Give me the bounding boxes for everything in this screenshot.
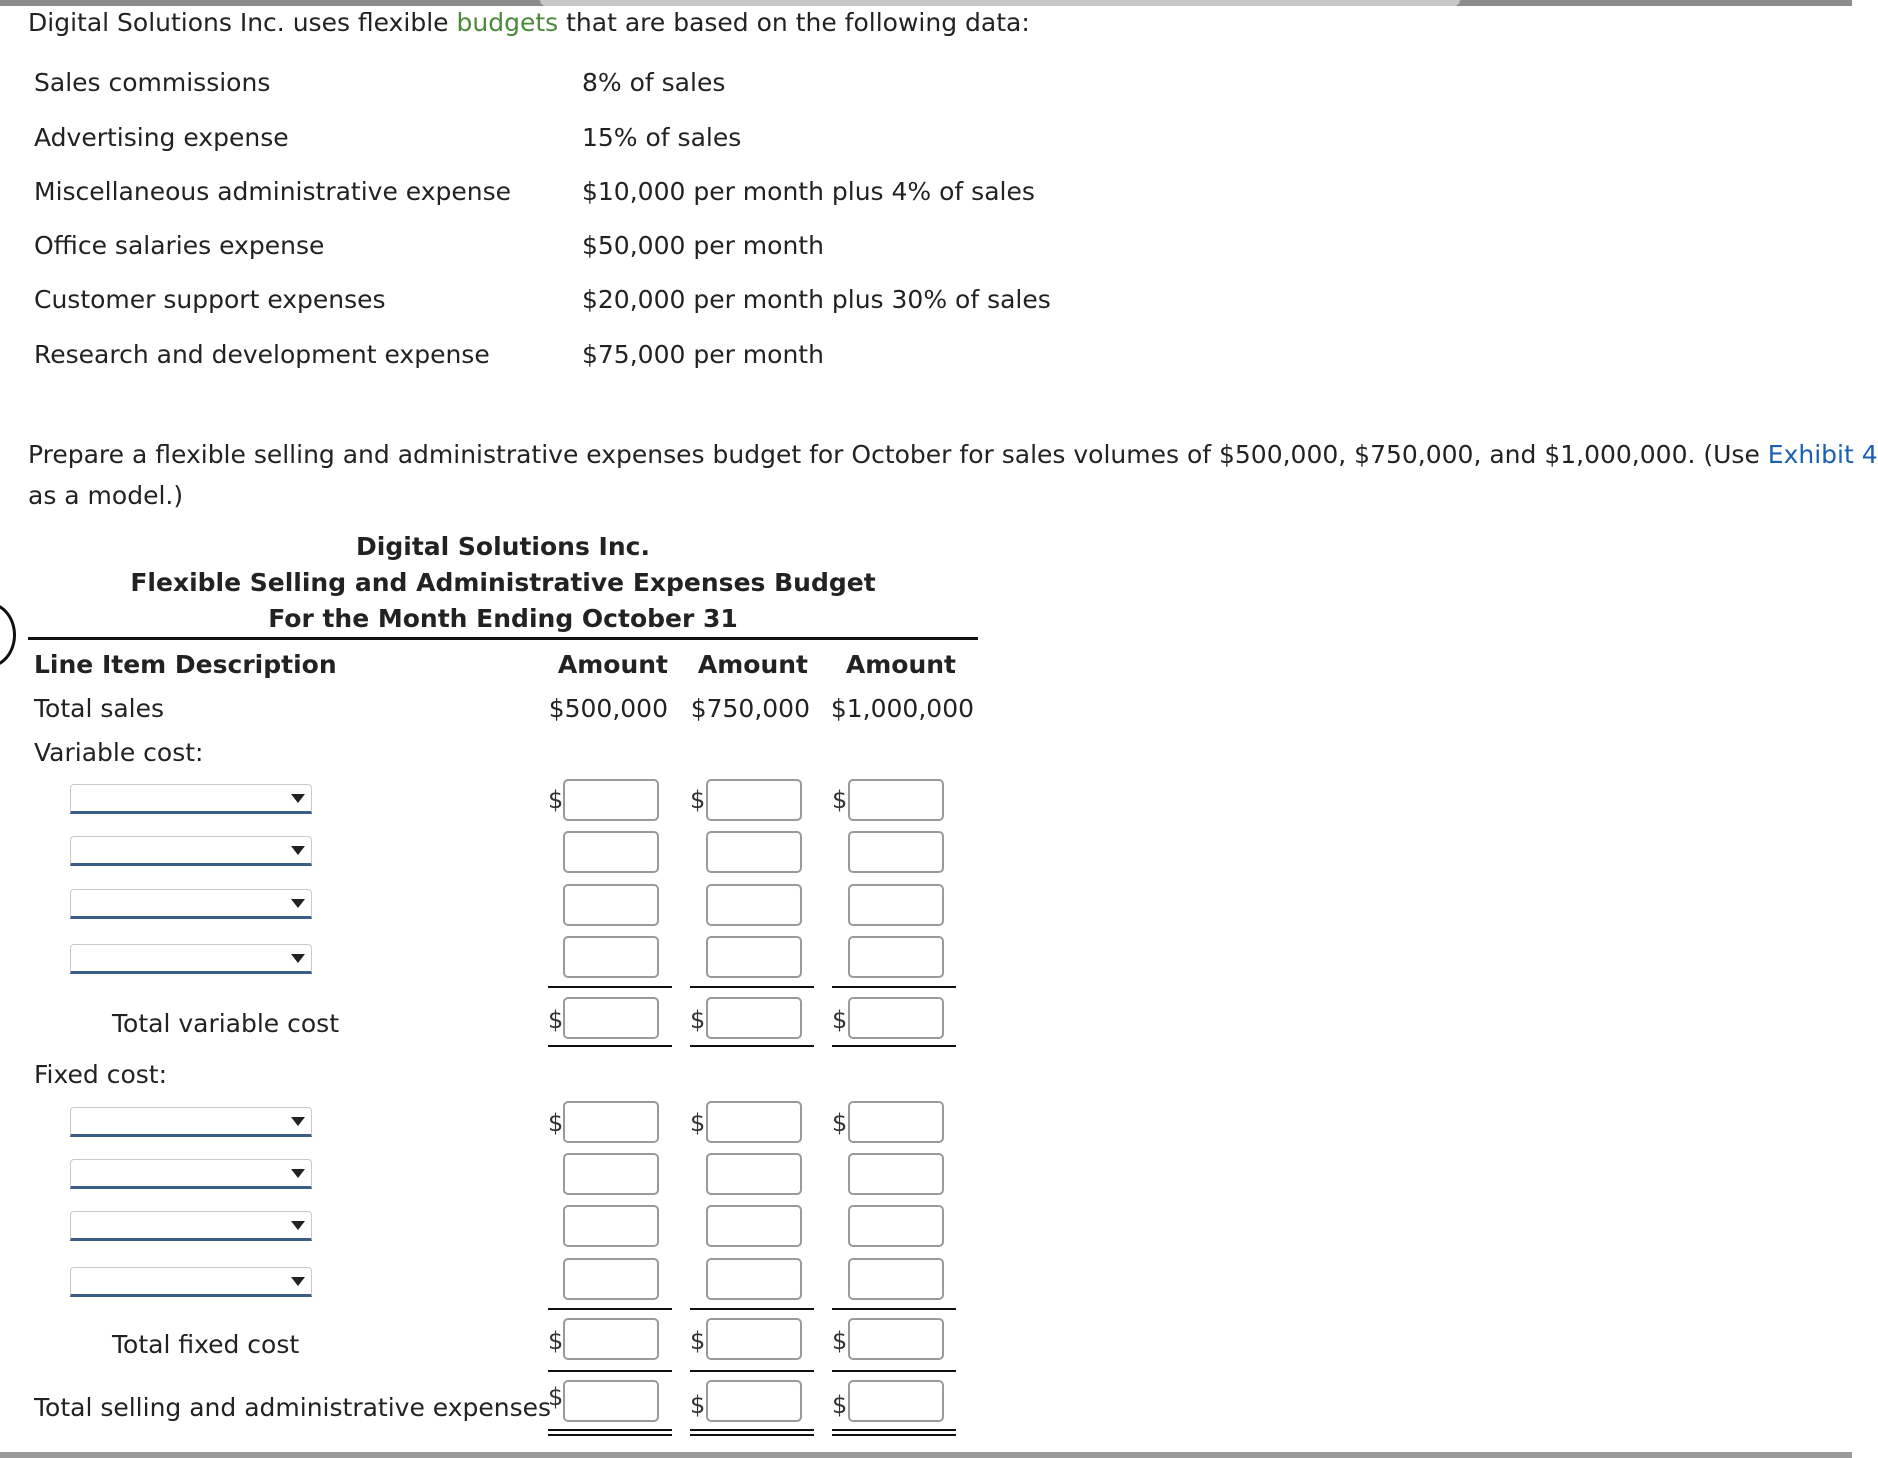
subtotal-rule: [832, 1045, 956, 1047]
col-header-amount: Amount: [697, 650, 808, 679]
amount-input[interactable]: [563, 779, 659, 821]
amount-input[interactable]: [848, 936, 944, 978]
subtotal-rule: [690, 1370, 814, 1372]
col-header-amount: Amount: [557, 650, 668, 679]
data-value: 15% of sales: [582, 123, 742, 152]
dollar-sign: $: [548, 1109, 564, 1137]
amount-input[interactable]: [848, 1101, 944, 1143]
total-sales-value: $750,000: [690, 694, 810, 723]
dollar-sign: $: [690, 1109, 706, 1137]
total-sales-label: Total sales: [34, 694, 165, 723]
chevron-down-icon: [291, 954, 305, 963]
data-label: Customer support expenses: [34, 285, 386, 314]
total-fixed-cost-input[interactable]: [563, 1318, 659, 1360]
instruction-line-2: as a model.): [28, 481, 184, 510]
data-value: $75,000 per month: [582, 340, 824, 369]
total-expenses-label: Total selling and administrative expenses: [34, 1393, 552, 1422]
data-value: $50,000 per month: [582, 231, 824, 260]
dollar-sign: $: [690, 1391, 706, 1419]
amount-input[interactable]: [706, 1101, 802, 1143]
amount-input[interactable]: [563, 1258, 659, 1300]
amount-input[interactable]: [563, 884, 659, 926]
amount-input[interactable]: [563, 936, 659, 978]
subtotal-rule: [690, 986, 814, 988]
chevron-down-icon: [291, 899, 305, 908]
total-fixed-cost-input[interactable]: [848, 1318, 944, 1360]
total-variable-cost-label: Total variable cost: [112, 1009, 340, 1038]
dollar-sign: $: [548, 1327, 564, 1355]
amount-input[interactable]: [706, 1153, 802, 1195]
amount-input[interactable]: [848, 779, 944, 821]
data-label: Office salaries expense: [34, 231, 325, 260]
dollar-sign: $: [832, 1391, 848, 1419]
intro-sentence: [28, 8, 1030, 38]
total-sales-value: $1,000,000: [830, 694, 974, 723]
budget-company-title: Digital Solutions Inc.: [356, 532, 650, 561]
total-sales-value: $500,000: [548, 694, 668, 723]
exhibit-4-link[interactable]: Exhibit 4: [1767, 440, 1878, 469]
header-rule: [28, 637, 978, 640]
subtotal-rule: [548, 1370, 672, 1372]
amount-input[interactable]: [706, 1258, 802, 1300]
budget-report-title: Flexible Selling and Administrative Expenses Budget: [130, 568, 876, 597]
amount-input[interactable]: [563, 1153, 659, 1195]
amount-input[interactable]: [706, 1205, 802, 1247]
subtotal-rule: [548, 1045, 672, 1047]
variable-cost-dropdown[interactable]: [70, 784, 312, 814]
instruction-line-1: [28, 440, 1878, 470]
total-fixed-cost-input[interactable]: [706, 1318, 802, 1360]
top-scroll-bar: [0, 0, 1852, 6]
subtotal-rule: [690, 1045, 814, 1047]
subtotal-rule: [832, 986, 956, 988]
total-variable-cost-input[interactable]: [706, 997, 802, 1039]
fixed-cost-label: Fixed cost:: [34, 1060, 168, 1089]
data-value: $20,000 per month plus 30% of sales: [582, 285, 1051, 314]
subtotal-rule: [548, 1308, 672, 1310]
total-expenses-input[interactable]: [848, 1380, 944, 1422]
budget-period-title: For the Month Ending October 31: [268, 604, 738, 633]
double-rule-bottom: [690, 1434, 814, 1436]
amount-input[interactable]: [706, 831, 802, 873]
total-expenses-input[interactable]: [563, 1380, 659, 1422]
amount-input[interactable]: [848, 831, 944, 873]
data-value: $10,000 per month plus 4% of sales: [582, 177, 1035, 206]
chevron-down-icon: [291, 1277, 305, 1286]
chevron-down-icon: [291, 794, 305, 803]
dollar-sign: $: [690, 1327, 706, 1355]
amount-input[interactable]: [563, 1205, 659, 1247]
dollar-sign: $: [832, 1327, 848, 1355]
side-circle-marker: [0, 602, 16, 668]
data-label: Advertising expense: [34, 123, 289, 152]
chevron-down-icon: [291, 1169, 305, 1178]
amount-input[interactable]: [848, 884, 944, 926]
chevron-down-icon: [291, 1221, 305, 1230]
chevron-down-icon: [291, 1117, 305, 1126]
subtotal-rule: [832, 1370, 956, 1372]
double-rule-bottom: [832, 1434, 956, 1436]
fixed-cost-dropdown[interactable]: [70, 1159, 312, 1189]
double-rule-top: [548, 1429, 672, 1431]
double-rule-top: [690, 1429, 814, 1431]
fixed-cost-dropdown[interactable]: [70, 1211, 312, 1241]
subtotal-rule: [832, 1308, 956, 1310]
col-header-description: Line Item Description: [34, 650, 337, 679]
double-rule-top: [832, 1429, 956, 1431]
intro-text-after: that are based on the following data:: [558, 8, 1030, 37]
variable-cost-label: Variable cost:: [34, 738, 204, 767]
intro-text-before: Digital Solutions Inc. uses flexible: [28, 8, 457, 37]
chevron-down-icon: [291, 846, 305, 855]
bottom-scroll-bar: [0, 1452, 1852, 1458]
amount-input[interactable]: [563, 831, 659, 873]
dollar-sign: $: [690, 1006, 706, 1034]
dollar-sign: $: [690, 786, 706, 814]
data-label: Miscellaneous administrative expense: [34, 177, 512, 206]
fixed-cost-dropdown[interactable]: [70, 1107, 312, 1137]
dollar-sign: $: [832, 786, 848, 814]
instruction-text: Prepare a flexible selling and administrative expenses budget for October for sales volumes of $500,000, $750,000, and $1,000,000. (Use: [28, 440, 1768, 469]
dollar-sign: $: [832, 1006, 848, 1034]
amount-input[interactable]: [563, 1101, 659, 1143]
subtotal-rule: [548, 986, 672, 988]
dollar-sign: $: [832, 1109, 848, 1137]
total-expenses-input[interactable]: [706, 1380, 802, 1422]
data-label: Sales commissions: [34, 68, 271, 97]
data-label: Research and development expense: [34, 340, 490, 369]
total-variable-cost-input[interactable]: [848, 997, 944, 1039]
dollar-sign: $: [548, 1006, 564, 1034]
subtotal-rule: [690, 1308, 814, 1310]
amount-input[interactable]: [706, 936, 802, 978]
fixed-cost-dropdown[interactable]: [70, 1267, 312, 1297]
variable-cost-dropdown[interactable]: [70, 944, 312, 974]
amount-input[interactable]: [706, 779, 802, 821]
amount-input[interactable]: [848, 1258, 944, 1300]
double-rule-bottom: [548, 1434, 672, 1436]
dollar-sign: $: [548, 786, 564, 814]
total-variable-cost-input[interactable]: [563, 997, 659, 1039]
dollar-sign: $: [548, 1383, 564, 1411]
amount-input[interactable]: [848, 1153, 944, 1195]
amount-input[interactable]: [706, 884, 802, 926]
data-value: 8% of sales: [582, 68, 726, 97]
top-bar-segment: [540, 0, 1460, 6]
total-fixed-cost-label: Total fixed cost: [112, 1330, 300, 1359]
budgets-link[interactable]: budgets: [456, 8, 559, 37]
variable-cost-dropdown[interactable]: [70, 836, 312, 866]
amount-input[interactable]: [848, 1205, 944, 1247]
col-header-amount: Amount: [845, 650, 956, 679]
variable-cost-dropdown[interactable]: [70, 889, 312, 919]
